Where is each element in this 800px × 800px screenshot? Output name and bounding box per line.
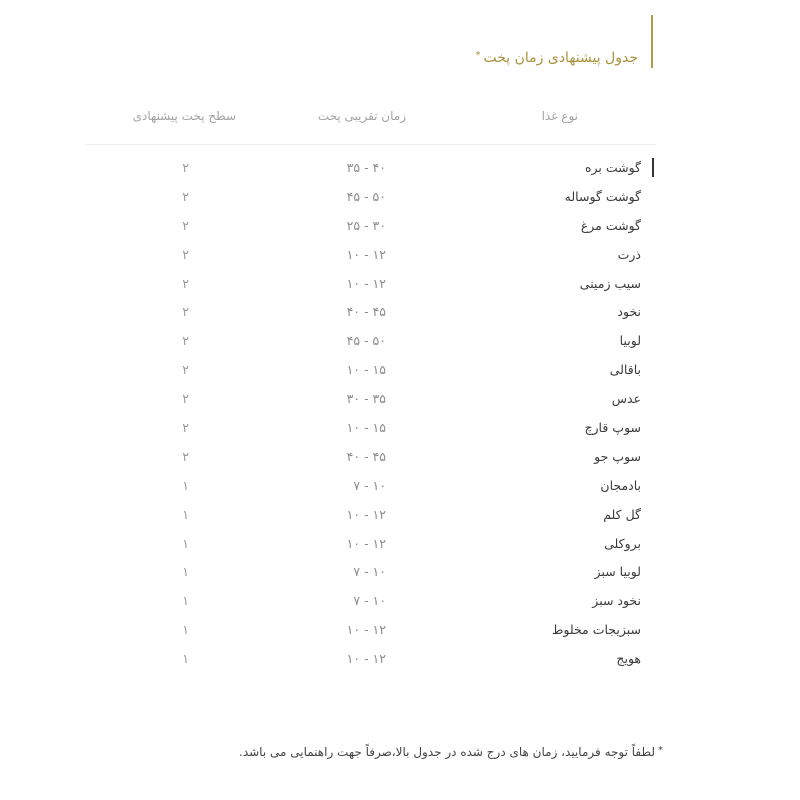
food-name: عدس bbox=[611, 391, 641, 407]
food-name: نخود bbox=[617, 304, 641, 320]
table-row bbox=[86, 242, 656, 271]
header-food-type: نوع غذا bbox=[541, 109, 578, 123]
food-name: گوشت بره bbox=[584, 160, 641, 175]
cook-level: ۱ bbox=[182, 564, 189, 580]
table-header bbox=[86, 95, 656, 145]
table-row bbox=[86, 531, 656, 560]
table-row bbox=[86, 559, 656, 588]
table-body bbox=[86, 145, 656, 675]
footnote-asterisk: * bbox=[658, 745, 663, 756]
cook-time: ۱۰ - ۱۵ bbox=[346, 362, 386, 378]
food-name: گل کلم bbox=[603, 506, 641, 522]
cook-time: ۱۰ - ۱۲ bbox=[346, 651, 386, 667]
cook-level: ۲ bbox=[182, 391, 189, 407]
cook-time: ۷ - ۱۰ bbox=[353, 593, 386, 609]
table-row bbox=[86, 271, 656, 300]
food-name: نخود سبز bbox=[592, 593, 641, 609]
cook-level: ۲ bbox=[182, 304, 189, 320]
cook-level: ۲ bbox=[182, 420, 189, 436]
cook-time: ۱۰ - ۱۲ bbox=[346, 246, 386, 262]
table-row bbox=[86, 502, 656, 531]
cook-level: ۱ bbox=[182, 477, 189, 493]
food-name: سوپ قارچ bbox=[584, 420, 641, 436]
title-text: جدول پیشنهادی زمان پخت bbox=[483, 50, 638, 66]
cook-time: ۷ - ۱۰ bbox=[353, 564, 386, 580]
header-cook-level: سطح پخت پیشنهادی bbox=[132, 109, 236, 123]
cook-level: ۲ bbox=[182, 246, 189, 262]
table-row bbox=[86, 357, 656, 386]
cook-time: ۱۰ - ۱۲ bbox=[346, 535, 386, 551]
table-row bbox=[86, 299, 656, 328]
table-row bbox=[86, 444, 656, 473]
cook-level: ۲ bbox=[182, 362, 189, 378]
cook-level: ۱ bbox=[182, 651, 189, 667]
footnote-text: لطفاً توجه فرمایید، زمان های درج شده در جدول بالا،صرفاً جهت راهنمایی می باشد. bbox=[239, 745, 655, 759]
table-row bbox=[86, 386, 656, 415]
table-row bbox=[86, 617, 656, 646]
cook-time: ۱۰ - ۱۵ bbox=[346, 420, 386, 436]
title-asterisk: * bbox=[475, 50, 481, 61]
cook-level: ۱ bbox=[182, 506, 189, 522]
food-name: ذرت bbox=[617, 246, 641, 262]
table-row bbox=[86, 415, 656, 444]
table-row bbox=[86, 473, 656, 502]
cook-level: ۲ bbox=[182, 188, 189, 204]
food-name: باقالی bbox=[609, 362, 641, 378]
cook-level: ۲ bbox=[182, 448, 189, 464]
cook-time: ۴۰ - ۴۵ bbox=[346, 448, 386, 464]
food-name: هویج bbox=[616, 651, 641, 667]
food-name: بروکلی bbox=[604, 535, 641, 551]
cook-time: ۳۰ - ۳۵ bbox=[346, 391, 386, 407]
cook-time: ۱۰ - ۱۲ bbox=[346, 506, 386, 522]
table-row bbox=[86, 328, 656, 357]
cook-level: ۲ bbox=[182, 275, 189, 291]
food-name: سیب زمینی bbox=[579, 275, 641, 291]
cook-level: ۱ bbox=[182, 535, 189, 551]
cook-time: ۲۵ - ۳۰ bbox=[346, 217, 386, 233]
food-name: گوشت گوساله bbox=[564, 188, 641, 204]
title-accent-bar bbox=[651, 15, 653, 68]
food-name: لوبیا سبز bbox=[594, 564, 641, 580]
cook-time: ۴۰ - ۴۵ bbox=[346, 304, 386, 320]
cook-level: ۲ bbox=[182, 333, 189, 349]
header-cook-time: زمان تقریبی پخت bbox=[317, 109, 406, 123]
cook-level: ۱ bbox=[182, 593, 189, 609]
table-row bbox=[86, 213, 656, 242]
cook-level: ۲ bbox=[182, 160, 189, 175]
cook-time: ۳۵ - ۴۰ bbox=[346, 160, 386, 175]
cook-time: ۴۵ - ۵۰ bbox=[346, 188, 386, 204]
cook-time: ۷ - ۱۰ bbox=[353, 477, 386, 493]
table-row bbox=[86, 588, 656, 617]
cook-time: ۱۰ - ۱۲ bbox=[346, 622, 386, 638]
food-name: گوشت مرغ bbox=[580, 217, 641, 233]
cook-time: ۱۰ - ۱۲ bbox=[346, 275, 386, 291]
food-name: سوپ جو bbox=[594, 448, 641, 464]
footnote bbox=[239, 745, 663, 759]
table-row bbox=[86, 184, 656, 213]
table-row bbox=[86, 646, 656, 675]
table-row bbox=[86, 155, 656, 184]
text-cursor bbox=[652, 158, 654, 177]
cook-level: ۲ bbox=[182, 217, 189, 233]
cook-time: ۴۵ - ۵۰ bbox=[346, 333, 386, 349]
food-name: لوبیا bbox=[619, 333, 641, 349]
food-name: سبزیجات مخلوط bbox=[551, 622, 641, 638]
cook-level: ۱ bbox=[182, 622, 189, 638]
food-name: بادمجان bbox=[600, 477, 641, 493]
cooking-time-table bbox=[86, 95, 656, 675]
page-title bbox=[475, 50, 638, 66]
